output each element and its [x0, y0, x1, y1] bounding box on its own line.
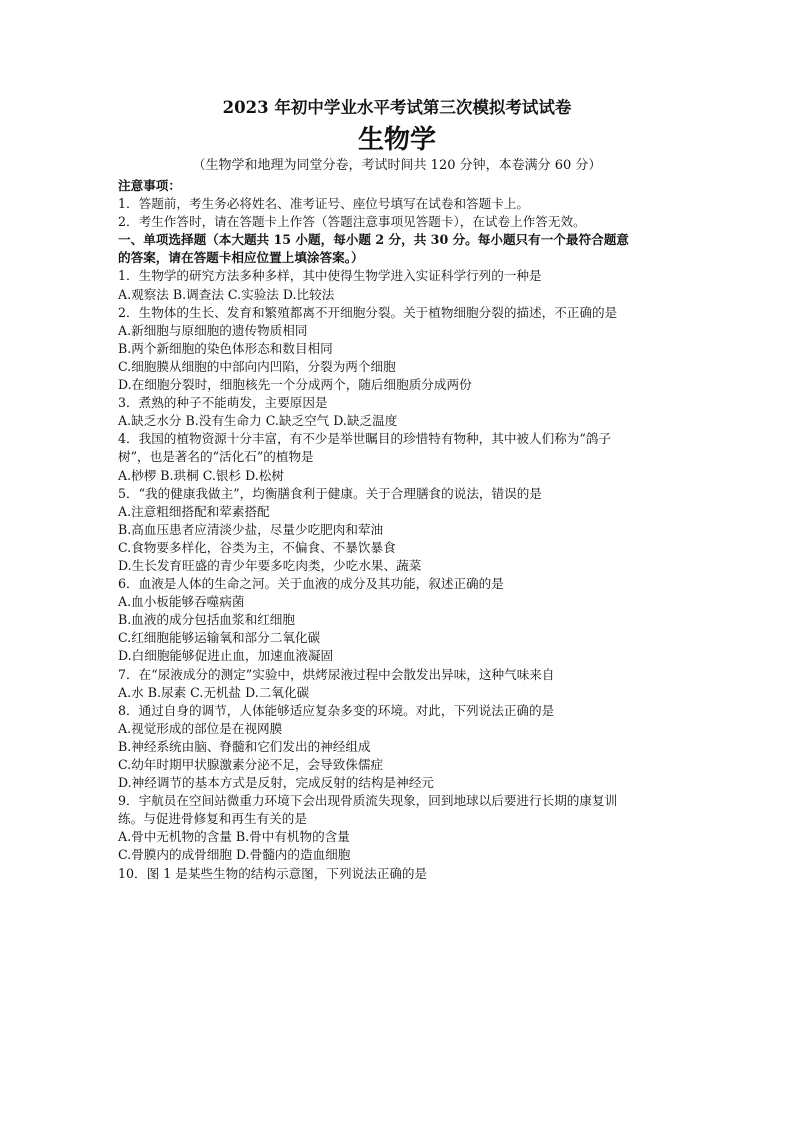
question-1: 1．生物学的研究方法多种多样，其中使得生物学进入实证科学行列的一种是	[118, 268, 542, 284]
question-7: 7．在“尿液成分的测定”实验中，烘烤尿液过程中会散发出异味，这种气味来自	[118, 666, 555, 682]
question-5-option-c: C.食物要多样化，谷类为主，不偏食、不暴饮暴食	[118, 539, 396, 555]
question-10: 10．图 1 是某些生物的结构示意图，下列说法正确的是	[118, 865, 428, 881]
question-9-options-cd: C.骨膜内的成骨细胞 D.骨髓内的造血细胞	[118, 847, 351, 863]
question-1-options: A.观察法 B.调查法 C.实验法 D.比较法	[118, 286, 335, 302]
notes-heading: 注意事项：	[118, 178, 181, 193]
question-6-option-c: C.红细胞能够运输氧和部分二氧化碳	[118, 630, 321, 646]
section-heading: 一、单项选择题（本大题共 15 小题，每小题 2 分，共 30 分。每小题只有一个最符合题意	[118, 232, 629, 248]
question-8-option-b: B.神经系统由脑、脊髓和它们发出的神经组成	[118, 738, 371, 754]
question-8: 8．通过自身的调节，人体能够适应复杂多变的环境。对此，下列说法正确的是	[118, 702, 555, 718]
question-5-option-b: B.高血压患者应清淡少盐，尽量少吃肥肉和荤油	[118, 521, 384, 537]
question-9: 9．宇航员在空间站微重力环境下会出现骨质流失现象，回到地球以后要进行长期的康复训	[118, 793, 618, 809]
question-5-option-a: A.注意粗细搭配和荤素搭配	[118, 503, 270, 519]
question-8-option-c: C.幼年时期甲状腺激素分泌不足，会导致侏儒症	[118, 757, 384, 772]
question-2-option-d: D.在细胞分裂时，细胞核先一个分成两个，随后细胞质分成两份	[118, 377, 472, 393]
question-5-option-d: D.生长发育旺盛的青少年要多吃肉类，少吃水果、蔬菜	[118, 557, 422, 573]
subject-title: 生物学	[357, 125, 436, 155]
exam-title: 2023 年初中学业水平考试第三次模拟考试试卷	[222, 98, 572, 117]
note-item: 1．答题前，考生务必将姓名、准考证号、座位号填写在试卷和答题卡上。	[118, 196, 530, 212]
question-6-option-a: A.血小板能够吞噬病菌	[118, 594, 245, 610]
question-2: 2．生物体的生长、发育和繁殖都离不开细胞分裂。关于植物细胞分裂的描述，不正确的是	[118, 304, 618, 320]
question-7-options: A.水 B.尿素 C.无机盐 D.二氧化碳	[118, 684, 310, 700]
question-6: 6．血液是人体的生命之河。关于血液的成分及其功能，叙述正确的是	[118, 576, 504, 592]
question-8-option-d: D.神经调节的基本方式是反射，完成反射的结构是神经元	[118, 775, 434, 791]
question-6-option-d: D.白细胞能够促进止血，加速血液凝固	[118, 648, 334, 664]
question-2-option-c: C.细胞膜从细胞的中部向内凹陷，分裂为两个细胞	[118, 358, 396, 374]
question-3: 3．煮熟的种子不能萌发，主要原因是	[118, 395, 328, 411]
question-6-option-b: B.血液的成分包括血浆和红细胞	[118, 612, 295, 628]
question-3-options: A.缺乏水分 B.没有生命力 C.缺乏空气 D.缺乏温度	[118, 413, 398, 429]
question-8-option-a: A.视觉形成的部位是在视网膜	[118, 720, 283, 736]
question-2-option-a: A.新细胞与原细胞的遗传物质相同	[118, 322, 308, 338]
question-4-options: A.桫椤 B.珙桐 C.银杉 D.松树	[118, 467, 284, 483]
question-4-cont: 树”，也是著名的“活化石”的植物是	[118, 449, 314, 465]
exam-body	[118, 177, 678, 883]
question-4: 4．我国的植物资源十分丰富，有不少是举世瞩目的珍惜特有物种，其中被人们称为“鸽子	[118, 431, 612, 447]
question-2-option-b: B.两个新细胞的染色体形态和数目相同	[118, 340, 333, 356]
exam-subtitle: （生物学和地理为同堂分卷，考试时间共 120 分钟，本卷满分 60 分）	[192, 158, 602, 173]
question-5: 5．“我的健康我做主”，均衡膳食利于健康。关于合理膳食的说法，错误的是	[118, 485, 542, 501]
section-heading-cont: 的答案，请在答题卡相应位置上填涂答案。）	[118, 250, 364, 266]
question-9-options-ab: A.骨中无机物的含量 B.骨中有机物的含量	[118, 829, 350, 845]
question-9-cont: 练。与促进骨修复和再生有关的是	[118, 811, 307, 827]
note-item: 2．考生作答时，请在答题卡上作答（答题注意事项见答题卡），在试卷上作答无效。	[118, 214, 586, 230]
